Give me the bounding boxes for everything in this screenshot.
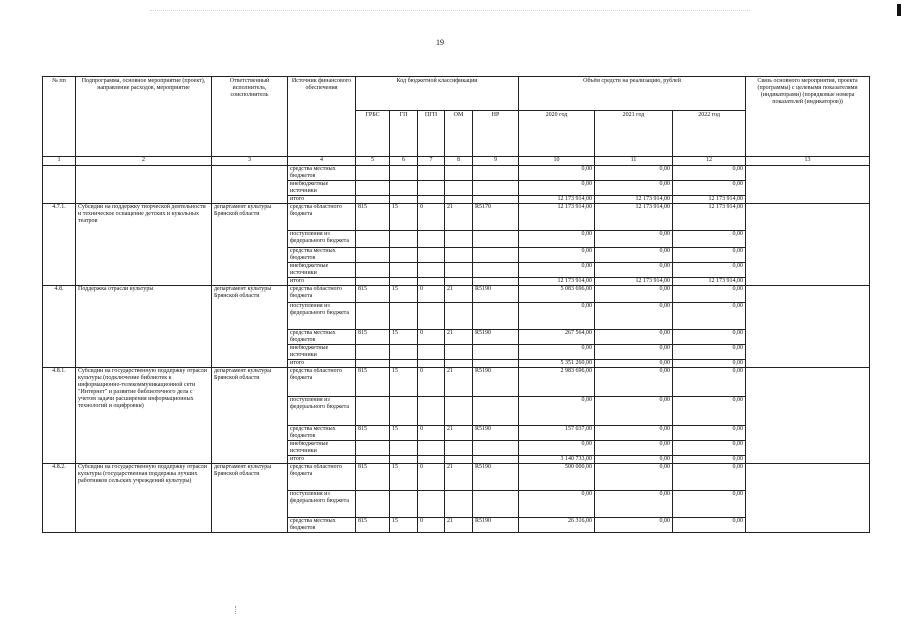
- row-number: [43, 166, 76, 204]
- row-code-grbs: [356, 278, 390, 286]
- row-source: поступления из федерального бюджета: [288, 491, 356, 518]
- row-code-grbs: [356, 196, 390, 204]
- row-value-2021: 0,00: [595, 360, 673, 368]
- row-value-2022: 0,00: [673, 456, 746, 464]
- header-om: ОМ: [445, 111, 473, 157]
- row-code-gp: [390, 360, 418, 368]
- row-code-pgp: [418, 345, 445, 360]
- row-value-2022: 0,00: [673, 166, 746, 181]
- row-value-2020: 12 173 914,00: [519, 196, 595, 204]
- row-code-grbs: [356, 360, 390, 368]
- row-value-2021: 0,00: [595, 368, 673, 397]
- row-code-nr: R5170: [473, 204, 519, 231]
- row-code-pgp: [418, 360, 445, 368]
- row-code-grbs: 815: [356, 330, 390, 345]
- row-code-gp: [390, 166, 418, 181]
- row-value-2022: 0,00: [673, 397, 746, 426]
- row-value-2020: 267 564,00: [519, 330, 595, 345]
- row-executor: департамент культуры Брянской области: [212, 286, 288, 368]
- page-number: 19: [436, 38, 444, 47]
- row-number: 4.8.: [43, 286, 76, 368]
- row-source: средства областного бюджета: [288, 286, 356, 303]
- row-code-pgp: [418, 441, 445, 456]
- row-code-om: [445, 303, 473, 330]
- header-2022: 2022 год: [673, 111, 746, 157]
- budget-table: [42, 76, 870, 533]
- row-code-grbs: 815: [356, 204, 390, 231]
- row-code-gp: [390, 456, 418, 464]
- row-code-gp: 15: [390, 330, 418, 345]
- row-code-pgp: 0: [418, 204, 445, 231]
- row-code-om: [445, 248, 473, 263]
- row-code-pgp: 0: [418, 368, 445, 397]
- row-code-pgp: [418, 456, 445, 464]
- row-value-2022: 0,00: [673, 248, 746, 263]
- column-number: 1: [43, 157, 76, 166]
- row-value-2022: 12 173 914,00: [673, 196, 746, 204]
- row-code-nr: [473, 345, 519, 360]
- column-number: 8: [445, 157, 473, 166]
- row-source: поступления из федерального бюджета: [288, 397, 356, 426]
- row-value-2021: 12 173 914,00: [595, 204, 673, 231]
- row-code-gp: [390, 303, 418, 330]
- row-code-om: 21: [445, 426, 473, 441]
- header-volume: Объём средств на реализацию, рублей: [519, 77, 746, 111]
- row-code-gp: 15: [390, 426, 418, 441]
- row-code-grbs: [356, 441, 390, 456]
- row-code-pgp: [418, 491, 445, 518]
- row-code-nr: [473, 441, 519, 456]
- row-code-nr: [473, 196, 519, 204]
- row-executor: департамент культуры Брянской области: [212, 368, 288, 464]
- row-code-om: [445, 231, 473, 248]
- row-value-2021: 0,00: [595, 441, 673, 456]
- row-code-om: [445, 196, 473, 204]
- row-source: средства местных бюджетов: [288, 426, 356, 441]
- row-code-pgp: 0: [418, 286, 445, 303]
- row-value-2022: 0,00: [673, 303, 746, 330]
- row-name: Субсидии на поддержку творческой деятельности и техническое оснащение детских и кукольных театров: [76, 204, 212, 286]
- row-source: средства областного бюджета: [288, 204, 356, 231]
- scan-noise-bottom: [235, 606, 242, 614]
- row-code-pgp: [418, 278, 445, 286]
- row-source: поступления из федерального бюджета: [288, 231, 356, 248]
- row-code-gp: [390, 181, 418, 196]
- row-value-2020: 5 351 260,00: [519, 360, 595, 368]
- column-number: 3: [212, 157, 288, 166]
- header-nr: НР: [473, 111, 519, 157]
- row-value-2021: 0,00: [595, 166, 673, 181]
- row-code-pgp: [418, 303, 445, 330]
- row-code-om: [445, 166, 473, 181]
- column-number: 12: [673, 157, 746, 166]
- row-code-nr: [473, 248, 519, 263]
- row-value-2021: 0,00: [595, 491, 673, 518]
- row-value-2020: 0,00: [519, 231, 595, 248]
- row-value-2022: 0,00: [673, 491, 746, 518]
- row-source: средства местных бюджетов: [288, 248, 356, 263]
- row-code-nr: [473, 303, 519, 330]
- row-value-2022: 0,00: [673, 360, 746, 368]
- row-name: Субсидии на государственную поддержку отрасли культуры (государственная поддержка лучших работников сельских учреждений культуры): [76, 464, 212, 533]
- row-name: [76, 166, 212, 204]
- column-number: 7: [418, 157, 445, 166]
- header-link: Связь основного мероприятия, проекта (программы) с целевыми показателями (индикаторами) (порядковые номера показателей (индикаторов)): [746, 77, 870, 157]
- row-code-om: [445, 345, 473, 360]
- row-code-grbs: [356, 303, 390, 330]
- row-code-pgp: [418, 397, 445, 426]
- column-number: 10: [519, 157, 595, 166]
- column-number: 2: [76, 157, 212, 166]
- row-value-2022: 0,00: [673, 518, 746, 533]
- column-number: 5: [356, 157, 390, 166]
- row-value-2022: 12 173 914,00: [673, 204, 746, 231]
- row-source: средства областного бюджета: [288, 464, 356, 491]
- row-code-grbs: 815: [356, 286, 390, 303]
- header-grbs: ГРБС: [356, 111, 390, 157]
- row-value-2022: 0,00: [673, 286, 746, 303]
- row-executor: департамент культуры Брянской области: [212, 464, 288, 533]
- row-value-2022: 0,00: [673, 426, 746, 441]
- row-code-grbs: [356, 345, 390, 360]
- row-source: внебюджетные источники: [288, 441, 356, 456]
- row-code-om: 21: [445, 286, 473, 303]
- row-code-grbs: [356, 181, 390, 196]
- row-code-nr: R5190: [473, 330, 519, 345]
- row-code-om: 21: [445, 518, 473, 533]
- row-executor: департамент культуры Брянской области: [212, 204, 288, 286]
- header-2021: 2021 год: [595, 111, 673, 157]
- row-source: средства местных бюджетов: [288, 518, 356, 533]
- row-code-om: 21: [445, 204, 473, 231]
- row-source: средства местных бюджетов: [288, 166, 356, 181]
- row-value-2021: 0,00: [595, 303, 673, 330]
- row-code-om: [445, 397, 473, 426]
- row-value-2022: 0,00: [673, 181, 746, 196]
- column-number: 9: [473, 157, 519, 166]
- row-code-pgp: [418, 196, 445, 204]
- row-code-gp: 15: [390, 286, 418, 303]
- row-value-2021: 0,00: [595, 397, 673, 426]
- row-value-2021: 0,00: [595, 286, 673, 303]
- row-code-nr: [473, 456, 519, 464]
- row-code-om: [445, 263, 473, 278]
- header-subprogram: Подпрограмма, основное мероприятие (проект), направление расходов, мероприятие: [76, 77, 212, 157]
- row-value-2020: 26 316,00: [519, 518, 595, 533]
- row-code-nr: R5190: [473, 368, 519, 397]
- row-executor: [212, 166, 288, 204]
- row-code-grbs: [356, 491, 390, 518]
- row-code-om: [445, 441, 473, 456]
- row-code-gp: [390, 248, 418, 263]
- row-value-2022: 0,00: [673, 263, 746, 278]
- row-value-2022: 0,00: [673, 330, 746, 345]
- row-value-2021: 0,00: [595, 518, 673, 533]
- row-code-om: [445, 491, 473, 518]
- row-code-gp: 15: [390, 368, 418, 397]
- table-row: [43, 368, 870, 397]
- row-number: 4.8.1.: [43, 368, 76, 464]
- row-name: Поддержка отрасли культуры: [76, 286, 212, 368]
- header-budget-code: Код бюджетной классификации: [356, 77, 519, 111]
- row-code-gp: [390, 278, 418, 286]
- row-link: [746, 204, 870, 286]
- row-source: поступления из федерального бюджета: [288, 303, 356, 330]
- row-source: внебюджетные источники: [288, 181, 356, 196]
- row-code-nr: R5190: [473, 426, 519, 441]
- row-source: итого: [288, 196, 356, 204]
- table-row: [43, 286, 870, 303]
- row-code-gp: 15: [390, 518, 418, 533]
- row-code-pgp: [418, 263, 445, 278]
- row-source: средства областного бюджета: [288, 368, 356, 397]
- row-source: итого: [288, 278, 356, 286]
- row-value-2021: 0,00: [595, 248, 673, 263]
- row-code-grbs: 815: [356, 368, 390, 397]
- header-source: Источник финансового обеспечения: [288, 77, 356, 157]
- scan-edge-mark: [897, 4, 901, 16]
- header-executor: Ответственный исполнитель, соисполнитель: [212, 77, 288, 157]
- row-value-2021: 0,00: [595, 330, 673, 345]
- row-code-grbs: [356, 397, 390, 426]
- row-code-om: [445, 456, 473, 464]
- column-number: 11: [595, 157, 673, 166]
- row-number: 4.8.2.: [43, 464, 76, 533]
- row-code-om: 21: [445, 330, 473, 345]
- row-code-pgp: [418, 248, 445, 263]
- row-code-gp: 15: [390, 204, 418, 231]
- row-code-nr: [473, 231, 519, 248]
- row-code-nr: [473, 263, 519, 278]
- row-value-2020: 0,00: [519, 491, 595, 518]
- row-code-grbs: [356, 231, 390, 248]
- row-value-2020: 3 140 733,00: [519, 456, 595, 464]
- row-code-om: 21: [445, 464, 473, 491]
- row-source: внебюджетные источники: [288, 345, 356, 360]
- row-value-2022: 0,00: [673, 231, 746, 248]
- table-row: [43, 166, 870, 181]
- row-value-2022: 12 173 914,00: [673, 278, 746, 286]
- row-value-2022: 0,00: [673, 464, 746, 491]
- row-code-om: [445, 278, 473, 286]
- row-code-nr: [473, 181, 519, 196]
- row-code-grbs: 815: [356, 464, 390, 491]
- row-code-nr: [473, 166, 519, 181]
- row-code-nr: [473, 397, 519, 426]
- row-value-2021: 0,00: [595, 426, 673, 441]
- row-code-nr: [473, 278, 519, 286]
- row-code-nr: [473, 491, 519, 518]
- row-value-2021: 0,00: [595, 181, 673, 196]
- row-link: [746, 286, 870, 368]
- row-code-gp: [390, 196, 418, 204]
- row-code-pgp: [418, 166, 445, 181]
- row-code-gp: [390, 345, 418, 360]
- row-code-pgp: 0: [418, 518, 445, 533]
- row-value-2020: 0,00: [519, 303, 595, 330]
- row-value-2020: 0,00: [519, 181, 595, 196]
- row-value-2021: 0,00: [595, 456, 673, 464]
- header-gp: ГП: [390, 111, 418, 157]
- row-code-om: 21: [445, 368, 473, 397]
- row-code-pgp: 0: [418, 464, 445, 491]
- header-pgp: ПГП: [418, 111, 445, 157]
- row-value-2020: 0,00: [519, 263, 595, 278]
- row-value-2022: 0,00: [673, 441, 746, 456]
- row-code-pgp: [418, 231, 445, 248]
- header-2020: 2020 год: [519, 111, 595, 157]
- row-code-gp: [390, 491, 418, 518]
- row-value-2022: 0,00: [673, 368, 746, 397]
- row-source: итого: [288, 456, 356, 464]
- row-code-nr: R5190: [473, 464, 519, 491]
- row-name: Субсидии на государственную поддержку отрасли культуры (подключение библиотек к информационно-телекоммуникационной сети "Интернет" и развитие библиотечного дела с учетом задачи расширения информационных технологий и оцифровки): [76, 368, 212, 464]
- row-value-2021: 0,00: [595, 231, 673, 248]
- scan-noise: [150, 10, 750, 19]
- row-code-nr: [473, 360, 519, 368]
- row-code-nr: R5190: [473, 286, 519, 303]
- row-value-2021: 0,00: [595, 263, 673, 278]
- row-code-grbs: 815: [356, 426, 390, 441]
- row-link: [746, 368, 870, 464]
- row-value-2020: 0,00: [519, 345, 595, 360]
- row-code-gp: [390, 397, 418, 426]
- row-code-gp: [390, 231, 418, 248]
- row-value-2021: 0,00: [595, 345, 673, 360]
- row-value-2021: 12 173 914,00: [595, 278, 673, 286]
- row-number: 4.7.1.: [43, 204, 76, 286]
- row-code-grbs: [356, 166, 390, 181]
- row-code-nr: R5190: [473, 518, 519, 533]
- row-value-2022: 0,00: [673, 345, 746, 360]
- row-code-pgp: 0: [418, 426, 445, 441]
- row-code-pgp: 0: [418, 330, 445, 345]
- row-value-2020: 5 083 696,00: [519, 286, 595, 303]
- row-link: [746, 166, 870, 204]
- row-value-2020: 0,00: [519, 166, 595, 181]
- row-value-2020: 0,00: [519, 397, 595, 426]
- column-number-row: [43, 157, 870, 166]
- row-source: итого: [288, 360, 356, 368]
- row-code-grbs: [356, 456, 390, 464]
- row-value-2020: 0,00: [519, 441, 595, 456]
- table-row: [43, 464, 870, 491]
- row-value-2020: 2 983 696,00: [519, 368, 595, 397]
- row-code-gp: [390, 441, 418, 456]
- row-value-2020: 500 000,00: [519, 464, 595, 491]
- column-number: 13: [746, 157, 870, 166]
- row-code-om: [445, 181, 473, 196]
- row-source: внебюджетные источники: [288, 263, 356, 278]
- row-code-gp: 15: [390, 464, 418, 491]
- row-code-grbs: 815: [356, 518, 390, 533]
- column-number: 6: [390, 157, 418, 166]
- row-code-grbs: [356, 248, 390, 263]
- row-source: средства местных бюджетов: [288, 330, 356, 345]
- row-value-2020: 12 173 914,00: [519, 278, 595, 286]
- row-code-grbs: [356, 263, 390, 278]
- row-value-2021: 0,00: [595, 464, 673, 491]
- header-no: № пп: [43, 77, 76, 157]
- column-number: 4: [288, 157, 356, 166]
- row-code-gp: [390, 263, 418, 278]
- row-code-pgp: [418, 181, 445, 196]
- row-link: [746, 464, 870, 533]
- row-value-2020: 0,00: [519, 248, 595, 263]
- table-row: [43, 204, 870, 231]
- row-value-2020: 12 173 914,00: [519, 204, 595, 231]
- row-value-2021: 12 173 914,00: [595, 196, 673, 204]
- row-value-2020: 157 037,00: [519, 426, 595, 441]
- row-code-om: [445, 360, 473, 368]
